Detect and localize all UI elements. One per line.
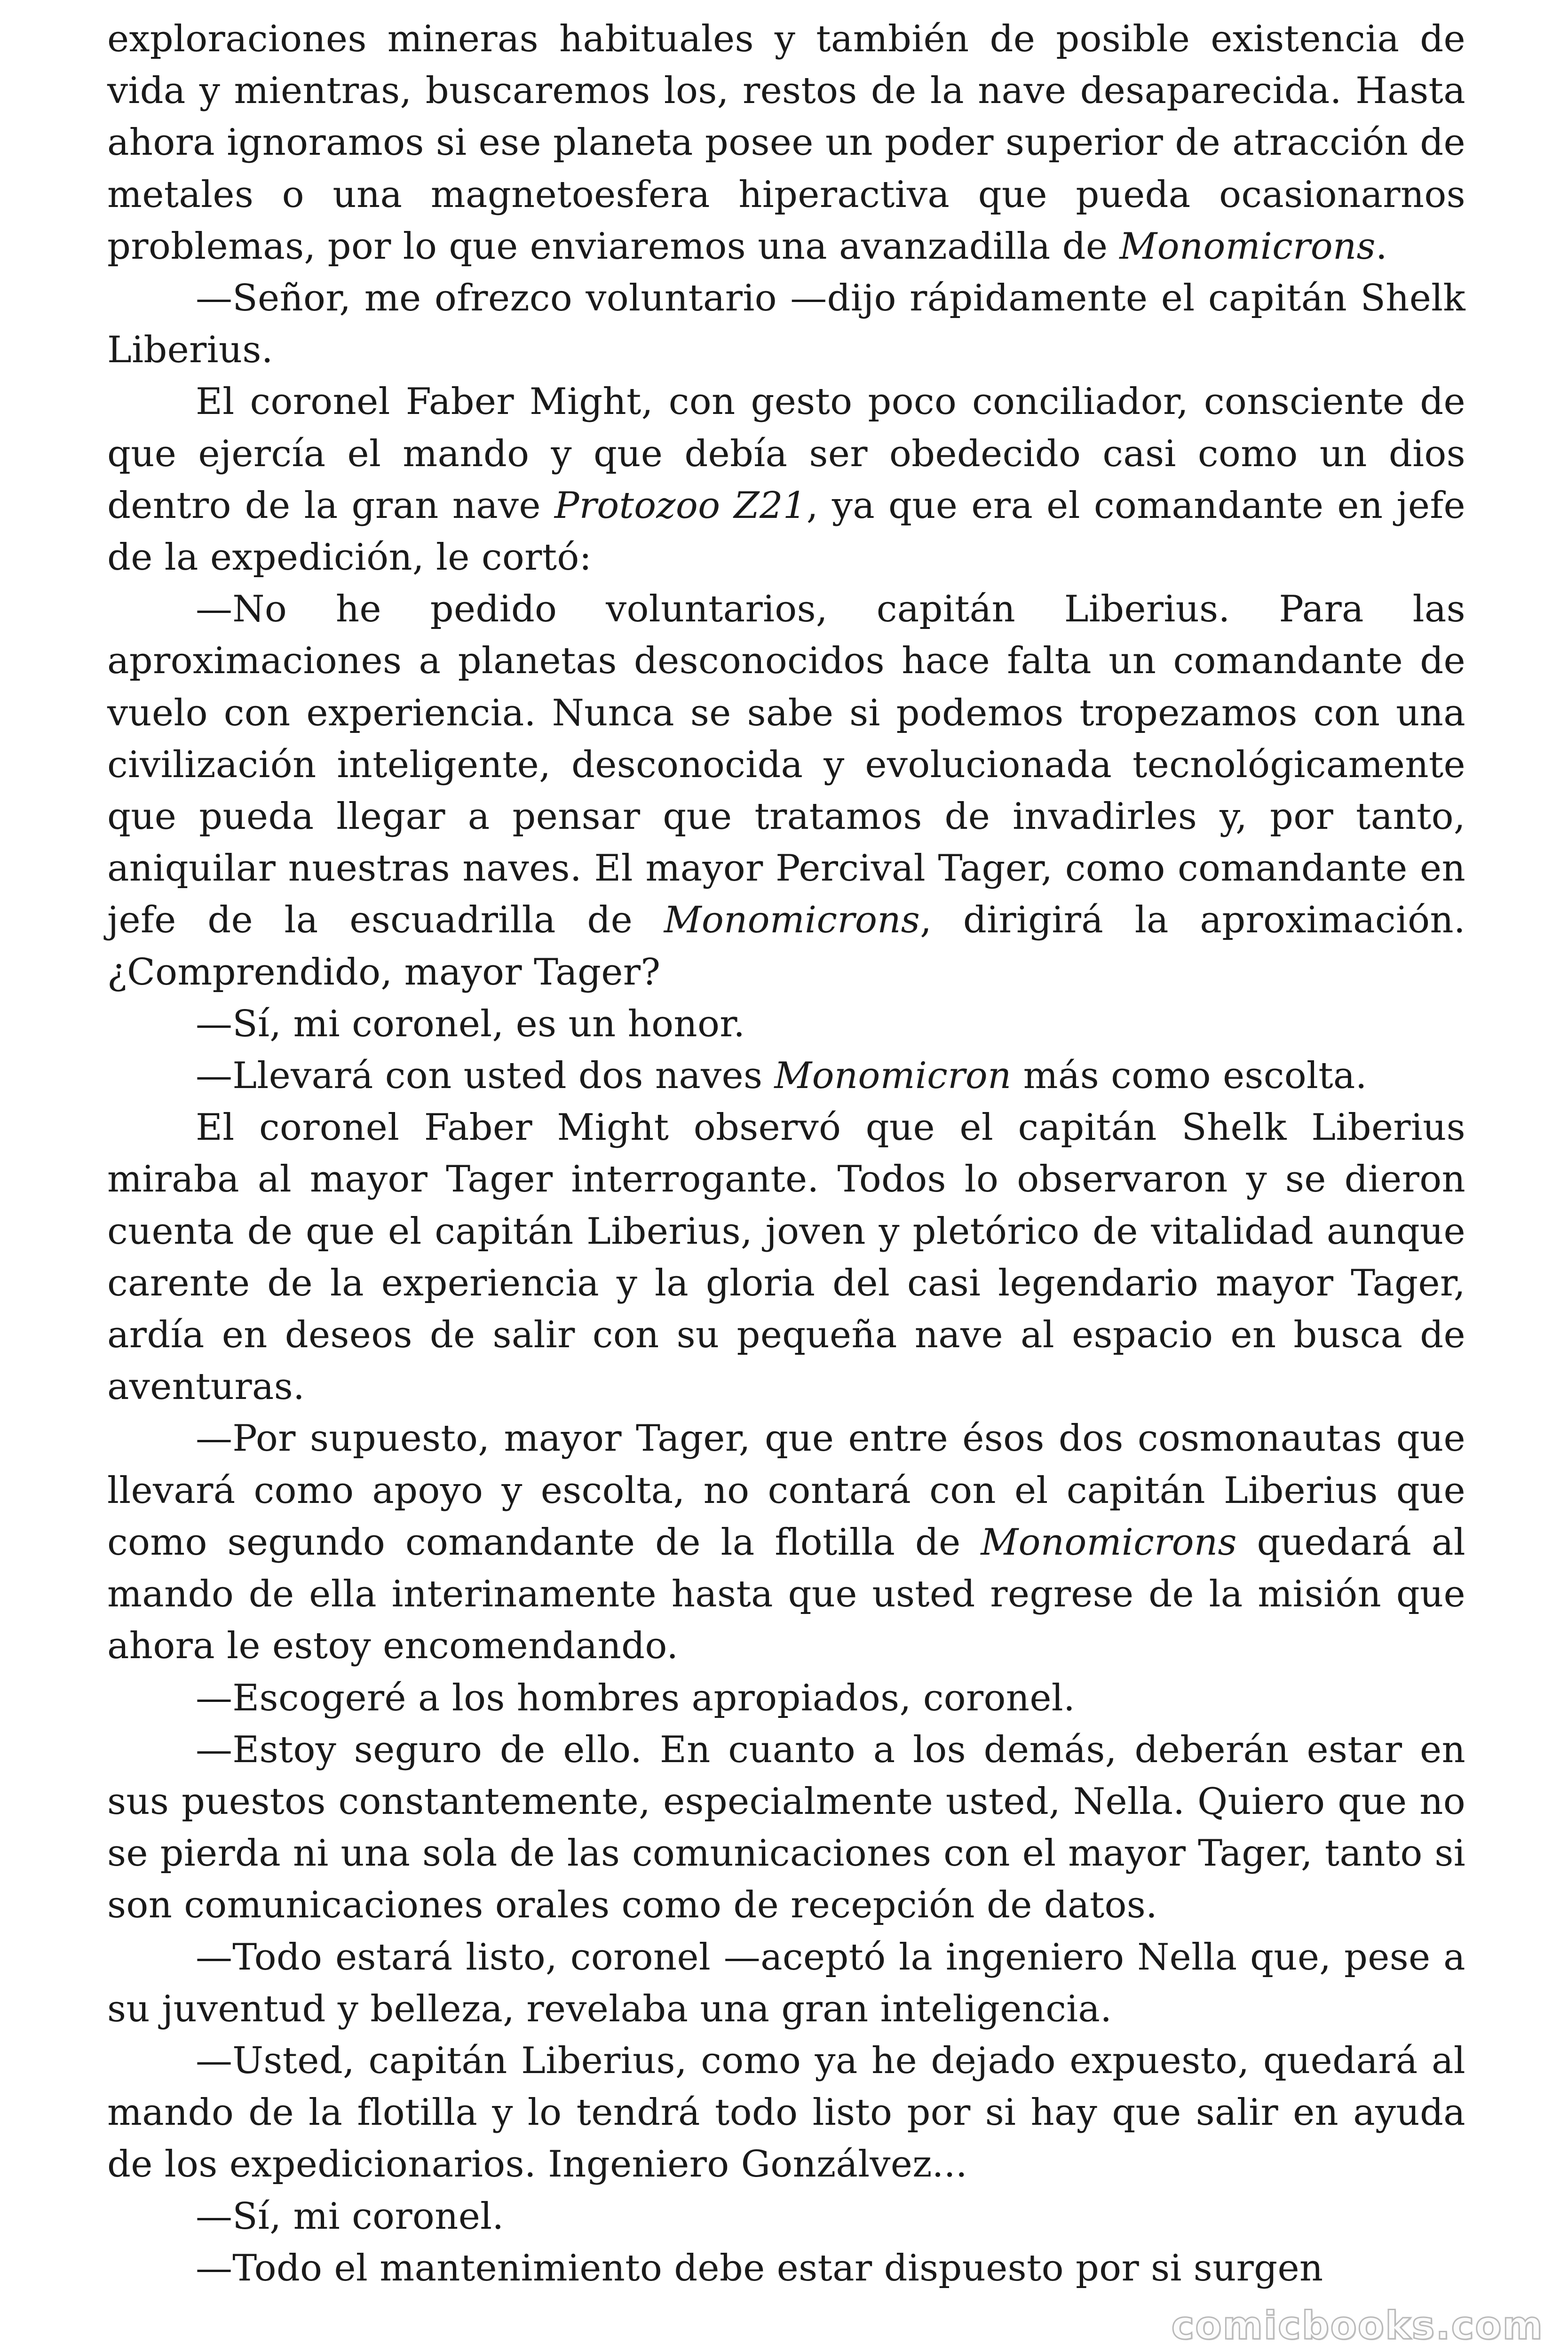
paragraph [107, 2242, 1465, 2294]
text-run: El coronel Faber Might, con gesto poco conciliador, consciente de que ejercía el mando y que debía ser obedecido casi como un dios dentro de la gran nave [107, 381, 1465, 527]
watermark: comicbooks.com [1171, 2304, 1544, 2348]
paragraph [107, 1102, 1465, 1413]
paragraph [107, 272, 1465, 376]
text-run: —Usted, capitán Liberius, como ya he dejado expuesto, quedará al mando de la flotilla y lo tendrá todo listo por si hay que salir en ayuda de los expedicionarios. Ingeniero Gonzálvez... [107, 2039, 1465, 2186]
text-run: . [1375, 225, 1387, 268]
text-run: —Todo estará listo, coronel —aceptó la ingeniero Nella que, pese a su juventud y belleza, revelaba una gran inteligencia. [107, 1936, 1465, 2030]
paragraph [107, 13, 1465, 272]
paragraph [107, 376, 1465, 583]
text-run: quedará al mando de ella interinamente hasta que usted regrese de la misión que ahora le estoy encomendando. [107, 1521, 1465, 1668]
text-run: —Escogeré a los hombres apropiados, coronel. [196, 1677, 1076, 1719]
paragraph [107, 1724, 1465, 1931]
paragraph [107, 2035, 1465, 2191]
paragraph [107, 1672, 1465, 1724]
paragraph [107, 1931, 1465, 2035]
italic-title: Protozoo Z21 [554, 484, 807, 527]
text-run: exploraciones mineras habituales y también de posible existencia de vida y mientras, buscaremos los, restos de la nave desaparecida. Hasta ahora ignoramos si ese planeta posee un poder superior de atracción de metales o una magnetoesfera hiperactiva que pueda ocasionarnos problemas, por lo que enviaremos una avanzadilla de [107, 18, 1465, 268]
text-run: —Señor, me ofrezco voluntario —dijo rápidamente el capitán Shelk Liberius. [107, 277, 1465, 372]
italic-title: Monomicron [774, 1055, 1012, 1097]
paragraph [107, 1413, 1465, 1672]
text-run: —Sí, mi coronel. [196, 2195, 504, 2238]
text-run: , dirigirá la aproximación. ¿Comprendido, mayor Tager? [107, 899, 1465, 993]
italic-title: Monomicrons [664, 899, 920, 942]
text-run: —Estoy seguro de ello. En cuanto a los demás, deberán estar en sus puestos constantemente, especialmente usted, Nella. Quiero que no se pierda ni una sola de las comunicaciones con el mayor Tager, tanto si son comunicaciones orales como de recepción de datos. [107, 1728, 1465, 1927]
paragraph [107, 1050, 1465, 1102]
text-run: , ya que era el comandante en jefe de la expedición, le cortó: [107, 484, 1466, 579]
text-run: —No he pedido voluntarios, capitán Liberius. Para las aproximaciones a planetas desconocidos hace falta un comandante de vuelo con experiencia. Nunca se sabe si podemos tropezamos con una civilización inteligente, desconocida y evolucionada tecnológicamente que pueda llegar a pensar que tratamos de invadirles y, por tanto, aniquilar nuestras naves. El mayor Percival Tager, como comandante en jefe de la escuadrilla de [107, 588, 1465, 942]
paragraph [107, 583, 1465, 998]
text-run: —Por supuesto, mayor Tager, que entre ésos dos cosmonautas que llevará como apoyo y escolta, no contará con el capitán Liberius que como segundo comandante de la flotilla de [107, 1417, 1465, 1564]
body-text [107, 13, 1465, 2294]
text-run: —Sí, mi coronel, es un honor. [196, 1002, 745, 1045]
paragraph [107, 2191, 1465, 2242]
text-run: El coronel Faber Might observó que el capitán Shelk Liberius miraba al mayor Tager interrogante. Todos lo observaron y se dieron cuenta de que el capitán Liberius, joven y pletórico de vitalidad aunque carente de la experiencia y la gloria del casi legendario mayor Tager, ardía en deseos de salir con su pequeña nave al espacio en busca de aventuras. [107, 1106, 1465, 1408]
italic-title: Monomicrons [981, 1521, 1237, 1564]
paragraph [107, 998, 1465, 1050]
italic-title: Monomicrons [1119, 225, 1376, 268]
text-run: —Todo el mantenimiento debe estar dispuesto por si surgen [196, 2247, 1323, 2289]
text-run: —Llevará con usted dos naves [196, 1055, 775, 1097]
text-run: más como escolta. [1011, 1055, 1367, 1097]
